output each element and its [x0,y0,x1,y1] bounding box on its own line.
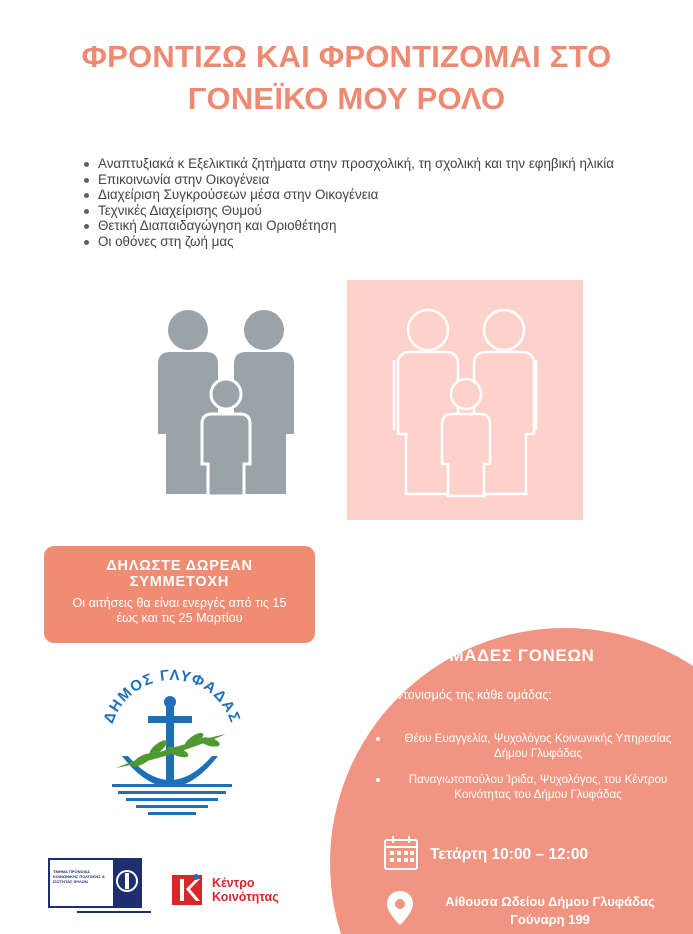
register-title: ΔΗΛΩΣΤΕ ΔΩΡΕΑΝ ΣΥΜΜΕΤΟΧΗ [106,558,253,590]
welfare-department-logo [47,857,155,917]
topic-item: Επικοινωνία στην Οικογένεια [82,172,622,188]
coordinator-item: Θέου Ευαγγελία, Ψυχολόγος Κοινωνικής Υπηρεσίας Δήμου Γλυφάδας [374,731,689,761]
community-center-icon [170,871,210,907]
family-gray-icon [140,308,310,498]
title-line-1: ΦΡΟΝΤΙΖΩ ΚΑΙ ΦΡΟΝΤΙΖΟΜΑΙ ΣΤΟ [81,39,612,74]
register-banner [44,546,315,643]
community-center-line-1: Κέντρο [212,876,255,890]
venue-name: Αίθουσα Ωδείου Δήμου Γλυφάδας [445,894,655,909]
title-line-2: ΓΟΝΕΪΚΟ ΜΟΥ ΡΟΛΟ [187,81,506,116]
topic-item: Διαχείριση Συγκρούσεων μέσα στην Οικογένεια [82,187,622,203]
calendar-icon [382,834,420,872]
topic-item: Θετική Διαπαιδαγώγηση και Οριοθέτηση [82,218,622,234]
coordination-label: Συντονισμός της κάθε ομάδας: [382,688,552,702]
location-pin-icon [386,890,414,926]
page-title [0,36,693,120]
glyfada-logo [92,664,252,824]
groups-title: ΟΜΑΔΕΣ ΓΟΝΕΩΝ [435,646,595,665]
community-center-text [212,876,279,904]
coordinator-item: Παναγιωτοπούλου Ίριδα, Ψυχολόγος, του Κέντρου Κοινότητας του Δήμου Γλυφάδας [374,772,689,802]
venue-street: Γούναρη 199 [510,912,590,927]
topic-item: Οι οθόνες στη ζωή μας [82,234,622,250]
topic-item: Αναπτυξιακά κ Εξελικτικά ζητήματα στην προσχολική, τη σχολική και την εφηβική ηλικία [82,156,622,172]
welfare-logo-text: ΤΜΗΜΑ ΠΡΟΝΟΙΑΣ ΚΟΙΝΩΝΙΚΗΣ ΠΟΛΙΤΙΚΗΣ & ΙΣΟΤΗΤΑΣ ΦΥΛΩΝ [53,869,105,884]
family-outline-icon [380,308,550,498]
community-center-line-2: Κοινότητας [212,890,279,904]
register-subtitle: Οι αιτήσεις θα είναι ενεργές από τις 15 έως και τις 25 Μαρτίου [72,596,287,625]
logo-arc-text: ΔΗΜΟΣ ΓΛΥΦΑΔΑΣ [100,666,244,726]
venue-address [425,893,675,929]
welfare-logo-graphic [47,857,155,917]
coordinators-list [374,731,689,813]
topic-item: Τεχνικές Διαχείρισης Θυμού [82,203,622,219]
schedule-text: Τετάρτη 10:00 – 12:00 [430,846,589,863]
topics-list [82,156,622,250]
